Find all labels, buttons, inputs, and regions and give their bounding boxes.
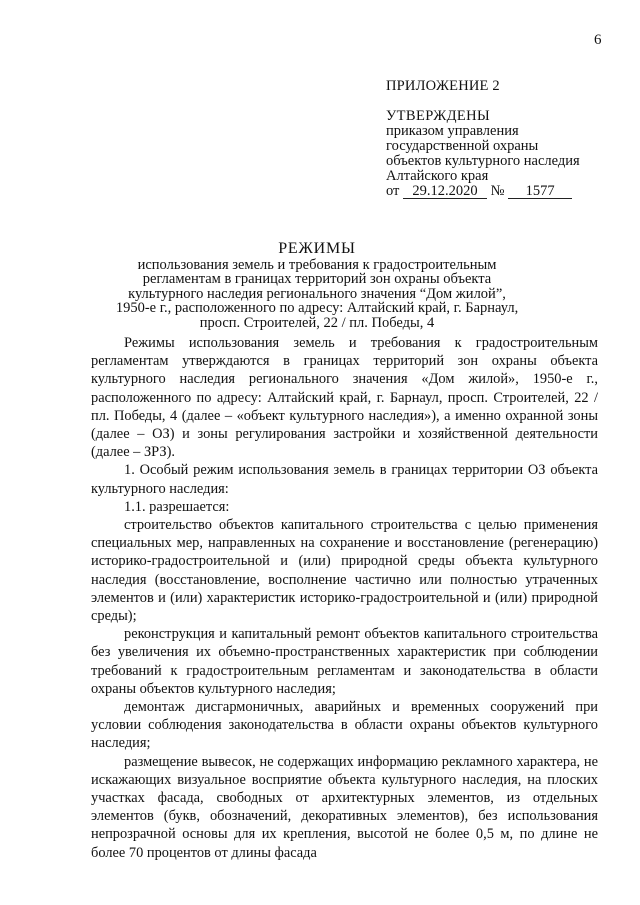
order-date: 29.12.2020 bbox=[403, 185, 487, 199]
paragraph-reconstruction: реконструкция и капитальный ремонт объектов капитального строительства без увеличения их объемно-пространственных характеристик при соблюдении требований к градостроительным регламентам и законодательства в области охраны объектов культурного наследия; bbox=[91, 626, 598, 697]
paragraph-construction: строительство объектов капитального строительства с целью применения специальных мер, направленных на сохранение и восстановление (регенерацию) историко-градостроительной и (или) природной среды объекта культурного наследия (восстановление, восполнение частично или полностью утраченных элементов и (или) характеристик историко-градостроительной и (или) природной среды); bbox=[91, 517, 598, 625]
order-number-sign: № bbox=[490, 183, 505, 199]
document-subtitle-line: использования земель и требования к градостроительным bbox=[137, 256, 497, 273]
document-title: РЕЖИМЫ bbox=[278, 240, 356, 257]
order-number: 1577 bbox=[508, 185, 572, 199]
approval-line: приказом управления bbox=[386, 123, 519, 139]
document-subtitle-line: культурного наследия регионального значения “Дом жилой”, bbox=[128, 285, 506, 302]
approval-title: УТВЕРЖДЕНЫ bbox=[386, 108, 491, 124]
document-subtitle-line: просп. Строителей, 22 / пл. Победы, 4 bbox=[199, 314, 435, 331]
page-number: 6 bbox=[594, 32, 602, 48]
paragraph-section-1: 1. Особый режим использования земель в границах территории ОЗ объекта культурного наследия: bbox=[91, 462, 598, 497]
approval-block bbox=[386, 109, 580, 199]
approval-line: объектов культурного наследия bbox=[386, 153, 580, 169]
order-prefix: от bbox=[386, 183, 400, 199]
approval-line: государственной охраны bbox=[386, 138, 539, 154]
body-text bbox=[91, 334, 598, 862]
document-heading bbox=[92, 242, 542, 330]
order-line bbox=[386, 184, 580, 199]
paragraph-signage: размещение вывесок, не содержащих информацию рекламного характера, не искажающих визуальное восприятие объекта культурного наследия, на плоских участках фасада, свободных от архитектурных элементов, из отдельных элементов (букв, обозначений, декоративных элементов), без использования непрозрачной основы для их крепления, высотой не более 0,5 м, по длине не более 70 процентов от длины фасада bbox=[91, 753, 598, 861]
paragraph-intro: Режимы использования земель и требования к градостроительным регламентам утверждаются в границах территорий зон охраны объекта культурного наследия регионального значения «Дом жилой», 1950-е г., расположенного по адресу: Алтайский край, г. Барнаул, просп. Строителей, 22 / пл. Победы, 4 (далее – «объект культурного наследия»), а именно охранной зоны (далее – ОЗ) и зоны регулирования застройки и хозяйственной деятельности (далее – ЗРЗ). bbox=[91, 335, 598, 461]
approval-line: Алтайского края bbox=[386, 168, 489, 184]
paragraph-subsection-1-1: 1.1. разрешается: bbox=[124, 498, 230, 515]
document-subtitle-line: 1950-е г., расположенного по адресу: Алтайский край, г. Барнаул, bbox=[115, 300, 519, 316]
document-subtitle-line: регламентам в границах территорий зон охраны объекта bbox=[142, 271, 492, 287]
appendix-label: ПРИЛОЖЕНИЕ 2 bbox=[386, 78, 500, 94]
paragraph-demolition: демонтаж дисгармоничных, аварийных и временных сооружений при условии соблюдения законодательства в области охраны объектов культурного наследия; bbox=[91, 699, 598, 752]
